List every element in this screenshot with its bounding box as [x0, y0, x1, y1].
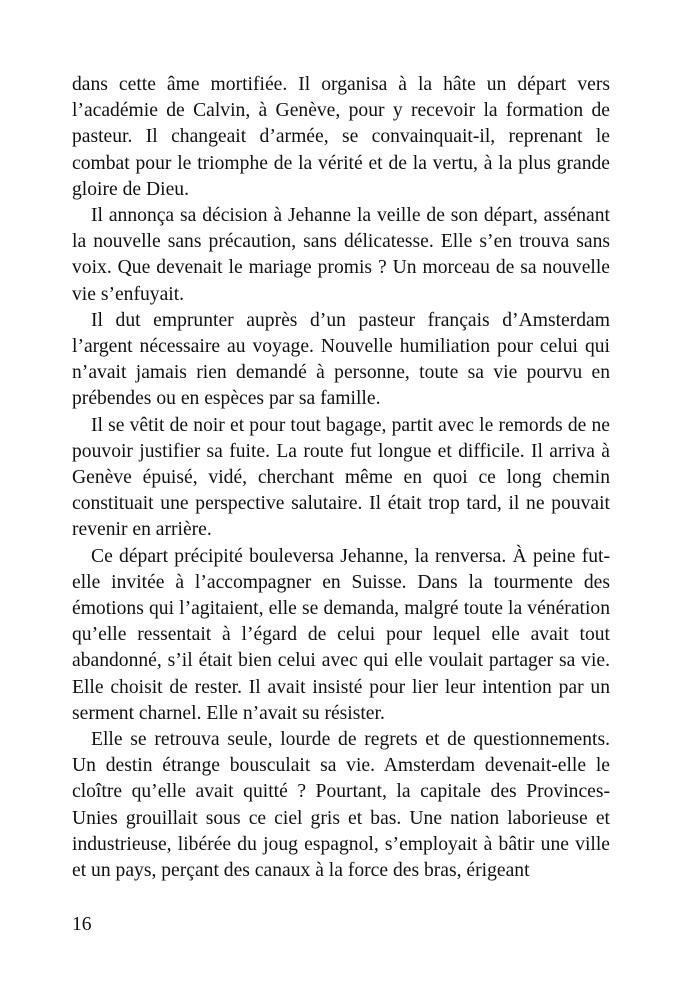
- paragraph-3: Il dut emprunter auprès d’un pasteur français d’Amsterdam l’argent nécessaire au voyage. Nouvelle humiliation pour celui qui n’avait jamais rien demandé à personne, toute sa vie pourvu en prébendes ou en espèces par sa famille.: [72, 309, 610, 410]
- paragraph-1: dans cette âme mortifiée. Il organisa à la hâte un départ vers l’académie de Calvin, à Genève, pour y recevoir la formation de pasteur. Il changeait d’armée, se convainquait-il, reprenant le combat pour le triomphe de la vérité et de la vertu, à la plus grande gloire de Dieu.: [72, 74, 610, 200]
- paragraph-4: Il se vêtit de noir et pour tout bagage, partit avec le remords de ne pouvoir justifier sa fuite. La route fut longue et difficile. Il arriva à Genève épuisé, vidé, cherchant même en quoi ce long chemin constituait une perspective salutaire. Il était trop tard, il ne pouvait revenir en arrière.: [72, 414, 610, 541]
- paragraph-6: Elle se retrouva seule, lourde de regrets et de questionnements. Un destin étrange bousculait sa vie. Amsterdam devenait-elle le cloître qu’elle avait quitté ? Pourtant, la capitale des Provinces-Unies grouillait sous ce ciel gris et bas. Une nation laborieuse et industrieuse, libérée du joug espagnol, s’employait à bâtir une ville et un pays, perçant des canaux à la force des bras, érigeant: [72, 729, 610, 882]
- paragraph-2: Il annonça sa décision à Jehanne la veille de son départ, assénant la nouvelle sans précaution, sans délicatesse. Elle s’en trouva sans voix. Que devenait le mariage promis ? Un morceau de sa nouvelle vie s’enfuyait.: [72, 205, 610, 305]
- paragraph-5: Ce départ précipité bouleversa Jehanne, la renversa. À peine fut-elle invitée à l’accompagner en Suisse. Dans la tourmente des émotions qui l’agitaient, elle se demanda, malgré toute la vénération qu’elle ressentait à l’égard de celui pour lequel elle avait tout abandonné, s’il était bien celui avec qui elle voulait partager sa vie. Elle choisit de rester. Il avait insisté pour lier leur intention par un serment charnel. Elle n’avait su résister.: [72, 545, 610, 724]
- body-text: [72, 72, 610, 884]
- page-number: 16: [72, 914, 92, 935]
